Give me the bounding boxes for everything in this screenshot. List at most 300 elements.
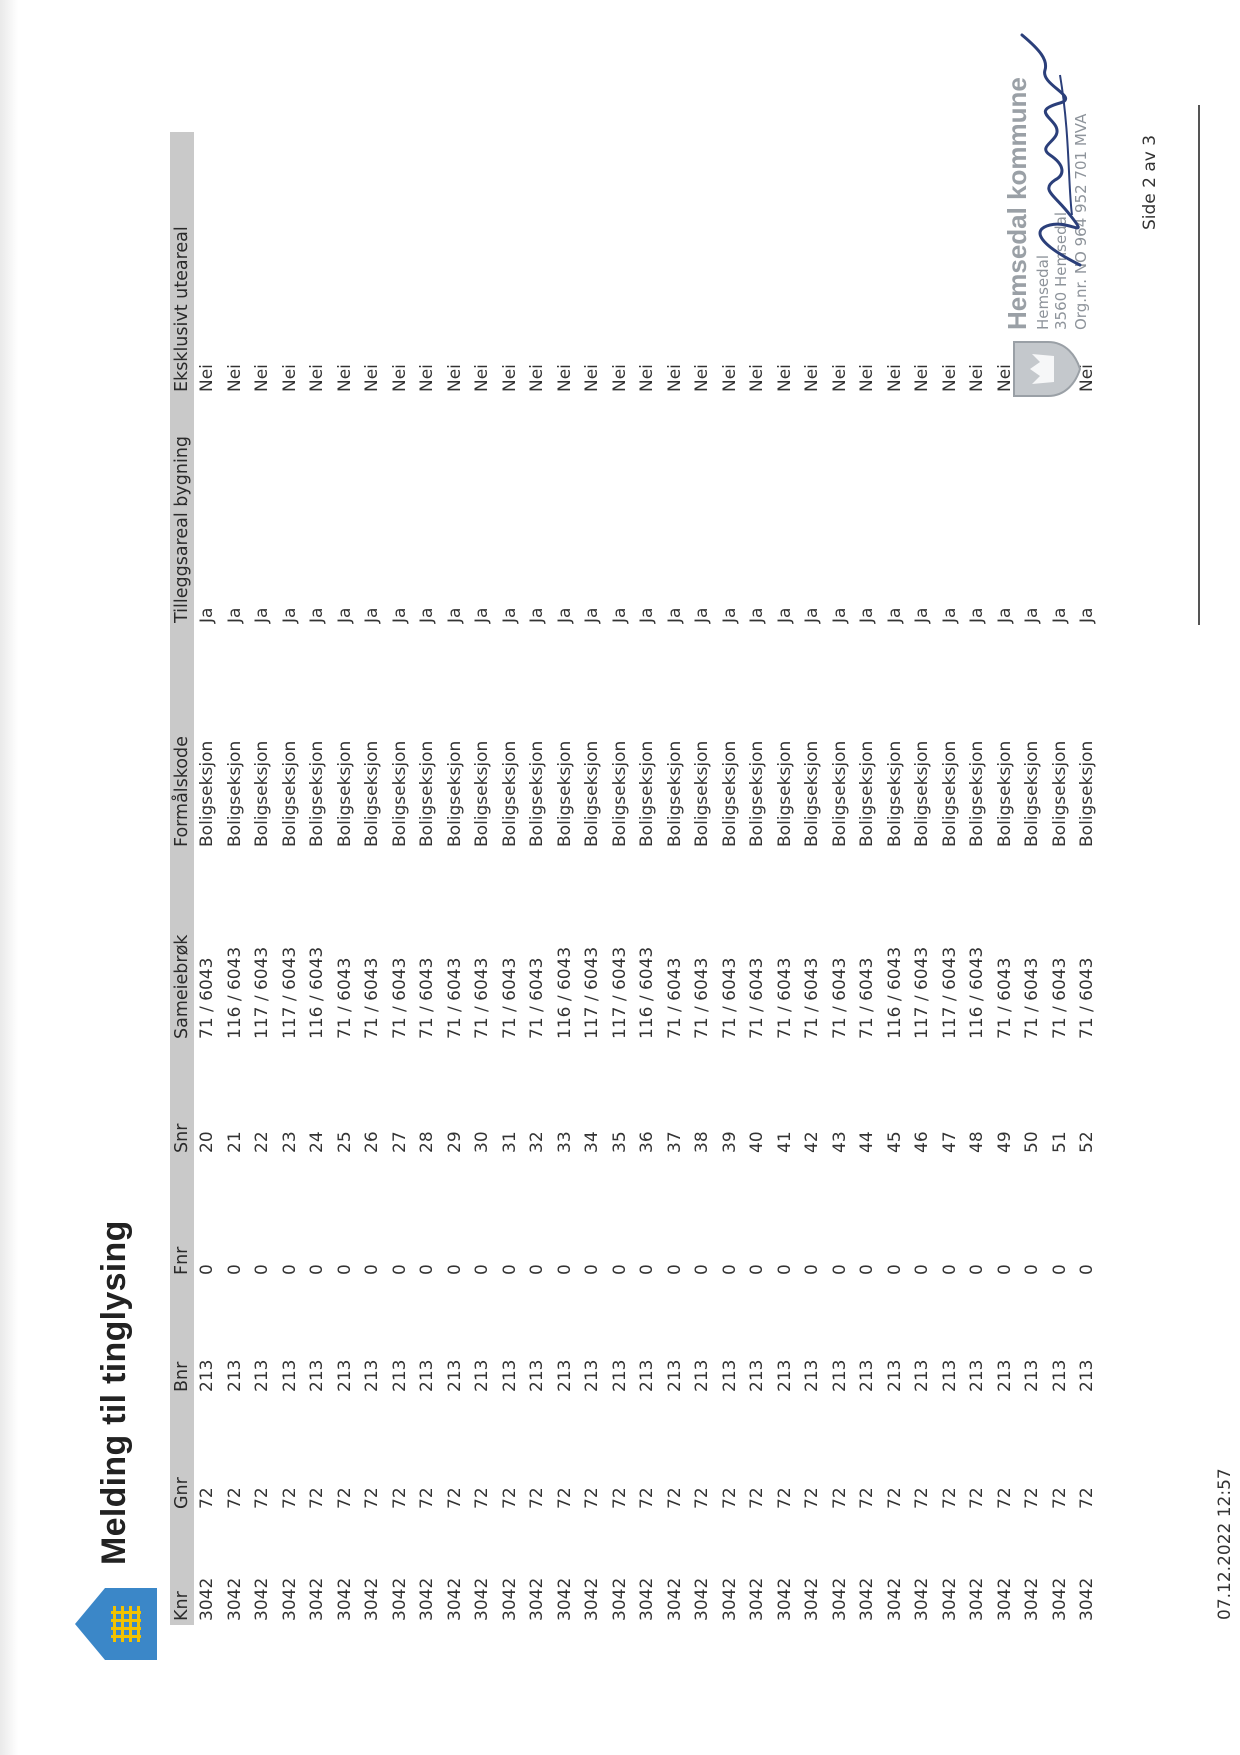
sections-table bbox=[170, 132, 1102, 1625]
cell-eksklusivt-uteareal: Nei bbox=[499, 364, 520, 392]
cell-tilleggsareal: Ja bbox=[774, 607, 795, 623]
cell-tilleggsareal: Ja bbox=[967, 607, 987, 623]
cell-tilleggsareal: Ja bbox=[802, 607, 822, 623]
page-number: Side 2 av 3 bbox=[1140, 134, 1160, 230]
table-row bbox=[662, 132, 690, 1625]
cell-gnr: 72 bbox=[692, 1487, 712, 1509]
cell-eksklusivt-uteareal: Nei bbox=[582, 364, 602, 392]
cell-sameiebrok: 71 / 6043 bbox=[389, 957, 410, 1039]
cell-knr: 3042 bbox=[362, 1577, 382, 1621]
cell-sameiebrok: 71 / 6043 bbox=[197, 957, 217, 1039]
cell-eksklusivt-uteareal: Nei bbox=[664, 364, 685, 392]
column-header-knr: Knr bbox=[170, 1513, 194, 1625]
cell-gnr: 72 bbox=[499, 1487, 520, 1509]
cell-gnr: 72 bbox=[829, 1487, 850, 1509]
cell-gnr: 72 bbox=[307, 1487, 327, 1509]
cell-tilleggsareal: Ja bbox=[939, 607, 960, 623]
cell-tilleggsareal: Ja bbox=[224, 607, 245, 623]
cell-knr: 3042 bbox=[637, 1577, 657, 1621]
cell-eksklusivt-uteareal: Nei bbox=[637, 364, 657, 392]
cell-sameiebrok: 71 / 6043 bbox=[994, 957, 1015, 1039]
cell-gnr: 72 bbox=[444, 1487, 465, 1509]
cell-eksklusivt-uteareal: Nei bbox=[307, 364, 327, 392]
cell-sameiebrok: 71 / 6043 bbox=[664, 957, 685, 1039]
cell-snr: 51 bbox=[1049, 1131, 1070, 1153]
cell-bnr: 213 bbox=[664, 1359, 685, 1392]
cell-knr: 3042 bbox=[582, 1577, 602, 1621]
cell-fnr: 0 bbox=[637, 1264, 657, 1275]
cell-bnr: 213 bbox=[1049, 1359, 1070, 1392]
cell-formalskode: Boligseksjon bbox=[1022, 740, 1042, 847]
cell-sameiebrok: 71 / 6043 bbox=[1022, 957, 1042, 1039]
cell-eksklusivt-uteareal: Nei bbox=[444, 364, 465, 392]
cell-snr: 26 bbox=[362, 1131, 382, 1153]
cell-fnr: 0 bbox=[417, 1264, 437, 1275]
cell-formalskode: Boligseksjon bbox=[362, 740, 382, 847]
cell-knr: 3042 bbox=[252, 1577, 272, 1621]
cell-knr: 3042 bbox=[417, 1577, 437, 1621]
cell-formalskode: Boligseksjon bbox=[582, 740, 602, 847]
cell-tilleggsareal: Ja bbox=[747, 607, 767, 623]
cell-sameiebrok: 71 / 6043 bbox=[472, 957, 492, 1039]
cell-gnr: 72 bbox=[417, 1487, 437, 1509]
cell-sameiebrok: 71 / 6043 bbox=[1049, 957, 1070, 1039]
cell-sameiebrok: 71 / 6043 bbox=[444, 957, 465, 1039]
cell-formalskode: Boligseksjon bbox=[884, 740, 905, 847]
cell-eksklusivt-uteareal: Nei bbox=[692, 364, 712, 392]
cell-bnr: 213 bbox=[582, 1359, 602, 1392]
cell-gnr: 72 bbox=[884, 1487, 905, 1509]
cell-formalskode: Boligseksjon bbox=[279, 740, 300, 847]
cell-formalskode: Boligseksjon bbox=[197, 740, 217, 847]
table-row bbox=[607, 132, 635, 1625]
cell-bnr: 213 bbox=[939, 1359, 960, 1392]
cell-bnr: 213 bbox=[692, 1359, 712, 1392]
table-row bbox=[469, 132, 497, 1625]
cell-knr: 3042 bbox=[802, 1577, 822, 1621]
cell-bnr: 213 bbox=[994, 1359, 1015, 1392]
cell-bnr: 213 bbox=[334, 1359, 355, 1392]
cell-knr: 3042 bbox=[719, 1577, 740, 1621]
cell-gnr: 72 bbox=[802, 1487, 822, 1509]
cell-knr: 3042 bbox=[967, 1577, 987, 1621]
cell-sameiebrok: 117 / 6043 bbox=[939, 946, 960, 1039]
cell-eksklusivt-uteareal: Nei bbox=[252, 364, 272, 392]
cell-eksklusivt-uteareal: Nei bbox=[967, 364, 987, 392]
cell-fnr: 0 bbox=[1049, 1264, 1070, 1275]
cell-knr: 3042 bbox=[499, 1577, 520, 1621]
cell-gnr: 72 bbox=[197, 1487, 217, 1509]
cell-formalskode: Boligseksjon bbox=[939, 740, 960, 847]
table-row bbox=[249, 132, 277, 1625]
cell-gnr: 72 bbox=[747, 1487, 767, 1509]
table-row bbox=[854, 132, 882, 1625]
cell-bnr: 213 bbox=[307, 1359, 327, 1392]
cell-eksklusivt-uteareal: Nei bbox=[362, 364, 382, 392]
cell-gnr: 72 bbox=[334, 1487, 355, 1509]
table-row bbox=[524, 132, 552, 1625]
cell-knr: 3042 bbox=[472, 1577, 492, 1621]
cell-bnr: 213 bbox=[279, 1359, 300, 1392]
cell-sameiebrok: 117 / 6043 bbox=[279, 946, 300, 1039]
table-row bbox=[332, 132, 360, 1625]
column-header-sameiebrok: Sameiebrøk bbox=[170, 851, 194, 1043]
cell-snr: 50 bbox=[1022, 1131, 1042, 1153]
cell-bnr: 213 bbox=[1077, 1359, 1097, 1392]
cell-eksklusivt-uteareal: Nei bbox=[197, 364, 217, 392]
cell-eksklusivt-uteareal: Nei bbox=[719, 364, 740, 392]
cell-gnr: 72 bbox=[472, 1487, 492, 1509]
cell-knr: 3042 bbox=[1077, 1577, 1097, 1621]
table-row bbox=[359, 132, 387, 1625]
cell-tilleggsareal: Ja bbox=[444, 607, 465, 623]
cell-fnr: 0 bbox=[307, 1264, 327, 1275]
cell-fnr: 0 bbox=[362, 1264, 382, 1275]
cell-fnr: 0 bbox=[829, 1264, 850, 1275]
cell-knr: 3042 bbox=[609, 1577, 630, 1621]
stamp-line: Hemsedal bbox=[1034, 254, 1052, 330]
cell-snr: 36 bbox=[637, 1131, 657, 1153]
table-row bbox=[909, 132, 937, 1625]
cell-fnr: 0 bbox=[389, 1264, 410, 1275]
cell-fnr: 0 bbox=[664, 1264, 685, 1275]
cell-eksklusivt-uteareal: Nei bbox=[554, 364, 575, 392]
cell-formalskode: Boligseksjon bbox=[554, 740, 575, 847]
cell-fnr: 0 bbox=[527, 1264, 547, 1275]
cell-bnr: 213 bbox=[747, 1359, 767, 1392]
table-row bbox=[744, 132, 772, 1625]
cell-formalskode: Boligseksjon bbox=[527, 740, 547, 847]
table-row bbox=[277, 132, 305, 1625]
table-row bbox=[579, 132, 607, 1625]
cell-eksklusivt-uteareal: Nei bbox=[994, 364, 1015, 392]
cell-sameiebrok: 71 / 6043 bbox=[719, 957, 740, 1039]
cell-formalskode: Boligseksjon bbox=[417, 740, 437, 847]
cell-formalskode: Boligseksjon bbox=[1077, 740, 1097, 847]
cell-snr: 27 bbox=[389, 1131, 410, 1153]
cell-snr: 33 bbox=[554, 1131, 575, 1153]
cell-eksklusivt-uteareal: Nei bbox=[389, 364, 410, 392]
cell-sameiebrok: 117 / 6043 bbox=[582, 946, 602, 1039]
table-row bbox=[222, 132, 250, 1625]
cell-gnr: 72 bbox=[1049, 1487, 1070, 1509]
cell-formalskode: Boligseksjon bbox=[967, 740, 987, 847]
column-header-formalskode: Formålskode bbox=[170, 627, 194, 851]
cell-fnr: 0 bbox=[279, 1264, 300, 1275]
cell-knr: 3042 bbox=[774, 1577, 795, 1621]
table-header-row bbox=[170, 132, 194, 1625]
cell-tilleggsareal: Ja bbox=[994, 607, 1015, 623]
cell-snr: 31 bbox=[499, 1131, 520, 1153]
cell-bnr: 213 bbox=[1022, 1359, 1042, 1392]
cell-fnr: 0 bbox=[224, 1264, 245, 1275]
cell-fnr: 0 bbox=[912, 1264, 932, 1275]
cell-eksklusivt-uteareal: Nei bbox=[472, 364, 492, 392]
cell-eksklusivt-uteareal: Nei bbox=[912, 364, 932, 392]
report-logo-icon bbox=[75, 1588, 157, 1660]
table-row bbox=[552, 132, 580, 1625]
cell-snr: 37 bbox=[664, 1131, 685, 1153]
cell-tilleggsareal: Ja bbox=[472, 607, 492, 623]
cell-gnr: 72 bbox=[279, 1487, 300, 1509]
cell-formalskode: Boligseksjon bbox=[664, 740, 685, 847]
table-row bbox=[414, 132, 442, 1625]
cell-snr: 48 bbox=[967, 1131, 987, 1153]
document-title: Melding til tinglysing bbox=[95, 1220, 133, 1565]
cell-tilleggsareal: Ja bbox=[884, 607, 905, 623]
cell-knr: 3042 bbox=[334, 1577, 355, 1621]
cell-tilleggsareal: Ja bbox=[417, 607, 437, 623]
cell-bnr: 213 bbox=[554, 1359, 575, 1392]
cell-sameiebrok: 71 / 6043 bbox=[1077, 957, 1097, 1039]
cell-bnr: 213 bbox=[884, 1359, 905, 1392]
cell-tilleggsareal: Ja bbox=[362, 607, 382, 623]
cell-tilleggsareal: Ja bbox=[389, 607, 410, 623]
cell-snr: 49 bbox=[994, 1131, 1015, 1153]
cell-formalskode: Boligseksjon bbox=[1049, 740, 1070, 847]
cell-snr: 45 bbox=[884, 1131, 905, 1153]
cell-eksklusivt-uteareal: Nei bbox=[829, 364, 850, 392]
handwritten-signature bbox=[1010, 25, 1100, 275]
cell-sameiebrok: 117 / 6043 bbox=[609, 946, 630, 1039]
cell-tilleggsareal: Ja bbox=[554, 607, 575, 623]
cell-bnr: 213 bbox=[362, 1359, 382, 1392]
cell-tilleggsareal: Ja bbox=[279, 607, 300, 623]
cell-fnr: 0 bbox=[334, 1264, 355, 1275]
cell-knr: 3042 bbox=[527, 1577, 547, 1621]
cell-knr: 3042 bbox=[939, 1577, 960, 1621]
cell-tilleggsareal: Ja bbox=[609, 607, 630, 623]
table-row bbox=[772, 132, 800, 1625]
cell-formalskode: Boligseksjon bbox=[692, 740, 712, 847]
cell-fnr: 0 bbox=[939, 1264, 960, 1275]
cell-formalskode: Boligseksjon bbox=[719, 740, 740, 847]
table-row bbox=[304, 132, 332, 1625]
cell-knr: 3042 bbox=[664, 1577, 685, 1621]
cell-formalskode: Boligseksjon bbox=[334, 740, 355, 847]
cell-snr: 29 bbox=[444, 1131, 465, 1153]
cell-knr: 3042 bbox=[444, 1577, 465, 1621]
municipal-crest-icon bbox=[1010, 338, 1082, 400]
cell-knr: 3042 bbox=[279, 1577, 300, 1621]
cell-fnr: 0 bbox=[609, 1264, 630, 1275]
cell-gnr: 72 bbox=[582, 1487, 602, 1509]
column-header-eksklusivt-uteareal: Eksklusivt uteareal bbox=[170, 132, 194, 396]
cell-sameiebrok: 117 / 6043 bbox=[252, 946, 272, 1039]
cell-tilleggsareal: Ja bbox=[307, 607, 327, 623]
cell-fnr: 0 bbox=[1077, 1264, 1097, 1275]
cell-fnr: 0 bbox=[554, 1264, 575, 1275]
cell-formalskode: Boligseksjon bbox=[774, 740, 795, 847]
table-row bbox=[827, 132, 855, 1625]
cell-fnr: 0 bbox=[444, 1264, 465, 1275]
cell-formalskode: Boligseksjon bbox=[224, 740, 245, 847]
cell-knr: 3042 bbox=[554, 1577, 575, 1621]
cell-tilleggsareal: Ja bbox=[582, 607, 602, 623]
cell-bnr: 213 bbox=[472, 1359, 492, 1392]
cell-tilleggsareal: Ja bbox=[912, 607, 932, 623]
cell-gnr: 72 bbox=[719, 1487, 740, 1509]
cell-sameiebrok: 116 / 6043 bbox=[884, 946, 905, 1039]
table-row bbox=[387, 132, 415, 1625]
cell-snr: 24 bbox=[307, 1131, 327, 1153]
cell-tilleggsareal: Ja bbox=[1077, 607, 1097, 623]
cell-sameiebrok: 116 / 6043 bbox=[637, 946, 657, 1039]
cell-knr: 3042 bbox=[224, 1577, 245, 1621]
cell-gnr: 72 bbox=[389, 1487, 410, 1509]
cell-eksklusivt-uteareal: Nei bbox=[802, 364, 822, 392]
scan-edge bbox=[0, 0, 18, 1755]
column-header-bnr: Bnr bbox=[170, 1279, 194, 1396]
table-row bbox=[882, 132, 910, 1625]
cell-snr: 44 bbox=[857, 1131, 877, 1153]
cell-sameiebrok: 71 / 6043 bbox=[774, 957, 795, 1039]
cell-fnr: 0 bbox=[747, 1264, 767, 1275]
cell-sameiebrok: 71 / 6043 bbox=[417, 957, 437, 1039]
cell-tilleggsareal: Ja bbox=[499, 607, 520, 623]
table-row bbox=[964, 132, 992, 1625]
cell-fnr: 0 bbox=[499, 1264, 520, 1275]
cell-snr: 34 bbox=[582, 1131, 602, 1153]
cell-bnr: 213 bbox=[829, 1359, 850, 1392]
table-body bbox=[194, 132, 1102, 1625]
cell-gnr: 72 bbox=[1077, 1487, 1097, 1509]
cell-tilleggsareal: Ja bbox=[637, 607, 657, 623]
cell-sameiebrok: 71 / 6043 bbox=[499, 957, 520, 1039]
cell-bnr: 213 bbox=[197, 1359, 217, 1392]
cell-knr: 3042 bbox=[994, 1577, 1015, 1621]
stamp-line: Org.nr. NO 964 952 701 MVA bbox=[1072, 113, 1090, 330]
table-row bbox=[717, 132, 745, 1625]
cell-tilleggsareal: Ja bbox=[1049, 607, 1070, 623]
cell-snr: 22 bbox=[252, 1131, 272, 1153]
cell-bnr: 213 bbox=[857, 1359, 877, 1392]
cell-knr: 3042 bbox=[884, 1577, 905, 1621]
cell-fnr: 0 bbox=[1022, 1264, 1042, 1275]
cell-bnr: 213 bbox=[444, 1359, 465, 1392]
cell-fnr: 0 bbox=[197, 1264, 217, 1275]
cell-bnr: 213 bbox=[224, 1359, 245, 1392]
cell-formalskode: Boligseksjon bbox=[472, 740, 492, 847]
cell-fnr: 0 bbox=[802, 1264, 822, 1275]
cell-snr: 30 bbox=[472, 1131, 492, 1153]
cell-eksklusivt-uteareal: Nei bbox=[334, 364, 355, 392]
cell-formalskode: Boligseksjon bbox=[444, 740, 465, 847]
cell-fnr: 0 bbox=[252, 1264, 272, 1275]
cell-bnr: 213 bbox=[719, 1359, 740, 1392]
cell-fnr: 0 bbox=[692, 1264, 712, 1275]
cell-tilleggsareal: Ja bbox=[252, 607, 272, 623]
cell-eksklusivt-uteareal: Nei bbox=[939, 364, 960, 392]
cell-fnr: 0 bbox=[884, 1264, 905, 1275]
column-header-gnr: Gnr bbox=[170, 1396, 194, 1513]
table-row bbox=[194, 132, 222, 1625]
cell-formalskode: Boligseksjon bbox=[609, 740, 630, 847]
cell-eksklusivt-uteareal: Nei bbox=[417, 364, 437, 392]
cell-knr: 3042 bbox=[197, 1577, 217, 1621]
cell-bnr: 213 bbox=[609, 1359, 630, 1392]
cell-gnr: 72 bbox=[1022, 1487, 1042, 1509]
cell-sameiebrok: 117 / 6043 bbox=[912, 946, 932, 1039]
cell-snr: 20 bbox=[197, 1131, 217, 1153]
cell-eksklusivt-uteareal: Nei bbox=[884, 364, 905, 392]
cell-knr: 3042 bbox=[1022, 1577, 1042, 1621]
cell-gnr: 72 bbox=[637, 1487, 657, 1509]
cell-snr: 40 bbox=[747, 1131, 767, 1153]
cell-formalskode: Boligseksjon bbox=[747, 740, 767, 847]
stamp-line: 3560 Hemsedal bbox=[1052, 212, 1070, 330]
cell-eksklusivt-uteareal: Nei bbox=[1077, 364, 1097, 392]
cell-knr: 3042 bbox=[829, 1577, 850, 1621]
cell-fnr: 0 bbox=[967, 1264, 987, 1275]
cell-formalskode: Boligseksjon bbox=[307, 740, 327, 847]
cell-tilleggsareal: Ja bbox=[197, 607, 217, 623]
cell-bnr: 213 bbox=[499, 1359, 520, 1392]
cell-fnr: 0 bbox=[582, 1264, 602, 1275]
cell-tilleggsareal: Ja bbox=[527, 607, 547, 623]
cell-snr: 38 bbox=[692, 1131, 712, 1153]
cell-bnr: 213 bbox=[252, 1359, 272, 1392]
cell-sameiebrok: 116 / 6043 bbox=[967, 946, 987, 1039]
cell-snr: 23 bbox=[279, 1131, 300, 1153]
cell-snr: 21 bbox=[224, 1131, 245, 1153]
cell-snr: 39 bbox=[719, 1131, 740, 1153]
table-row bbox=[634, 132, 662, 1625]
cell-gnr: 72 bbox=[609, 1487, 630, 1509]
cell-formalskode: Boligseksjon bbox=[499, 740, 520, 847]
cell-formalskode: Boligseksjon bbox=[389, 740, 410, 847]
cell-eksklusivt-uteareal: Nei bbox=[774, 364, 795, 392]
cell-sameiebrok: 71 / 6043 bbox=[527, 957, 547, 1039]
cell-bnr: 213 bbox=[774, 1359, 795, 1392]
table-row bbox=[442, 132, 470, 1625]
cell-tilleggsareal: Ja bbox=[719, 607, 740, 623]
cell-snr: 42 bbox=[802, 1131, 822, 1153]
cell-snr: 32 bbox=[527, 1131, 547, 1153]
cell-sameiebrok: 71 / 6043 bbox=[362, 957, 382, 1039]
cell-tilleggsareal: Ja bbox=[1022, 607, 1042, 623]
cell-formalskode: Boligseksjon bbox=[857, 740, 877, 847]
cell-knr: 3042 bbox=[1049, 1577, 1070, 1621]
cell-fnr: 0 bbox=[719, 1264, 740, 1275]
cell-bnr: 213 bbox=[417, 1359, 437, 1392]
cell-eksklusivt-uteareal: Nei bbox=[527, 364, 547, 392]
cell-sameiebrok: 71 / 6043 bbox=[692, 957, 712, 1039]
cell-fnr: 0 bbox=[472, 1264, 492, 1275]
cell-snr: 46 bbox=[912, 1131, 932, 1153]
cell-gnr: 72 bbox=[939, 1487, 960, 1509]
cell-bnr: 213 bbox=[637, 1359, 657, 1392]
cell-tilleggsareal: Ja bbox=[334, 607, 355, 623]
cell-snr: 43 bbox=[829, 1131, 850, 1153]
cell-gnr: 72 bbox=[554, 1487, 575, 1509]
cell-formalskode: Boligseksjon bbox=[994, 740, 1015, 847]
cell-snr: 47 bbox=[939, 1131, 960, 1153]
column-header-tilleggsareal: Tilleggsareal bygning bbox=[170, 396, 194, 627]
cell-snr: 52 bbox=[1077, 1131, 1097, 1153]
cell-gnr: 72 bbox=[857, 1487, 877, 1509]
cell-knr: 3042 bbox=[307, 1577, 327, 1621]
cell-fnr: 0 bbox=[994, 1264, 1015, 1275]
cell-tilleggsareal: Ja bbox=[829, 607, 850, 623]
cell-knr: 3042 bbox=[747, 1577, 767, 1621]
cell-gnr: 72 bbox=[224, 1487, 245, 1509]
cell-gnr: 72 bbox=[774, 1487, 795, 1509]
cell-eksklusivt-uteareal: Nei bbox=[224, 364, 245, 392]
cell-eksklusivt-uteareal: Nei bbox=[609, 364, 630, 392]
cell-snr: 25 bbox=[334, 1131, 355, 1153]
column-header-fnr: Fnr bbox=[170, 1157, 194, 1279]
